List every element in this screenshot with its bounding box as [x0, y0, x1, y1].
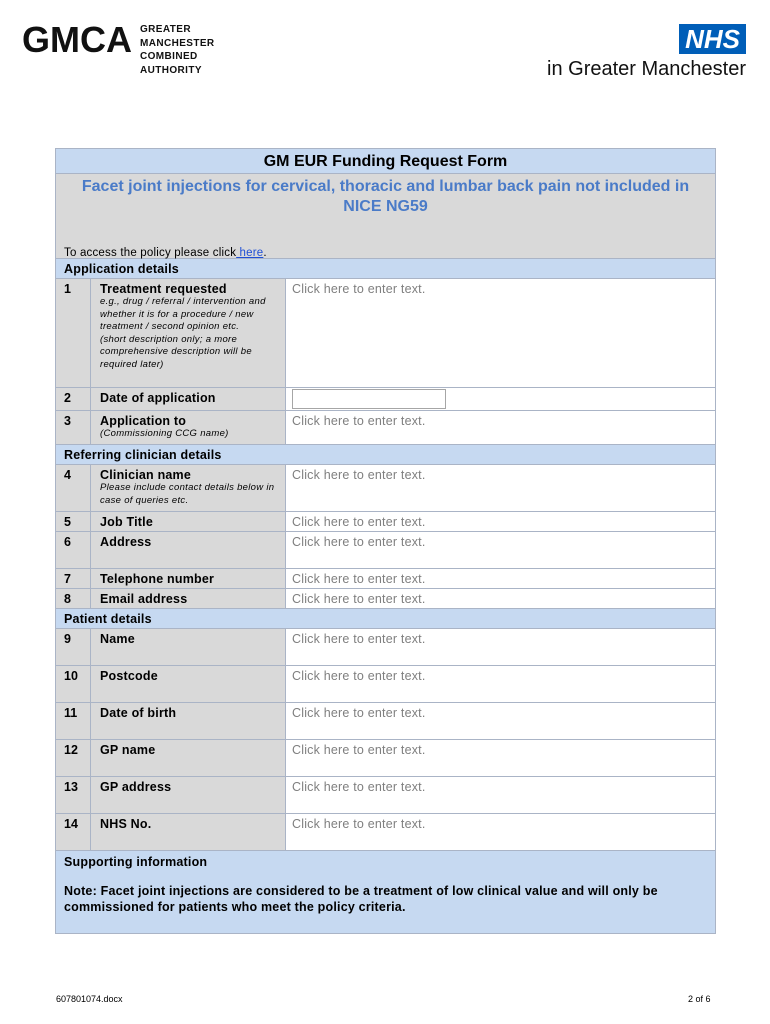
- row-label-cell: [91, 666, 286, 702]
- row-number: 10: [56, 666, 91, 702]
- form-subtitle: Facet joint injections for cervical, thoracic and lumbar back pain not included in NICE NG59: [81, 178, 690, 215]
- row-label: Postcode: [100, 669, 158, 683]
- gmca-logo-line: GREATER: [140, 24, 191, 35]
- form-row-nhs-number: [56, 814, 715, 851]
- row-label-cell: [91, 703, 286, 739]
- section-referring-clinician: Referring clinician details: [56, 445, 715, 465]
- supporting-information: [56, 851, 715, 933]
- row-label-cell: [91, 512, 286, 531]
- job-title-field[interactable]: Click here to enter text.: [286, 512, 715, 531]
- form-title: GM EUR Funding Request Form: [56, 149, 715, 174]
- row-label-cell: [91, 388, 286, 410]
- funding-request-form: [55, 148, 716, 934]
- patient-name-field[interactable]: Click here to enter text.: [286, 629, 715, 665]
- form-row-gp-address: [56, 777, 715, 814]
- form-row-clinician-name: [56, 465, 715, 512]
- form-row-job-title: [56, 512, 715, 532]
- policy-access-text: [64, 247, 267, 259]
- row-label: Address: [100, 535, 152, 549]
- form-row-application-to: [56, 411, 715, 445]
- section-patient-details: Patient details: [56, 609, 715, 629]
- row-number: 4: [56, 465, 91, 511]
- row-label-cell: [91, 279, 286, 387]
- footer-filename: 607801074.docx: [56, 994, 123, 1004]
- form-row-email-address: [56, 589, 715, 609]
- row-label-cell: [91, 465, 286, 511]
- row-label: Email address: [100, 592, 188, 606]
- section-supporting-information: Supporting information: [64, 855, 208, 869]
- row-number: 11: [56, 703, 91, 739]
- policy-note: Note: Facet joint injections are considered to be a treatment of low clinical value and will only be commissioned for patients who meet the policy criteria.: [64, 884, 658, 914]
- row-label: Telephone number: [100, 572, 215, 586]
- gp-address-field[interactable]: Click here to enter text.: [286, 777, 715, 813]
- row-number: 9: [56, 629, 91, 665]
- row-label-cell: [91, 777, 286, 813]
- form-row-date-of-application: [56, 388, 715, 411]
- row-label-cell: [91, 532, 286, 568]
- row-label: GP address: [100, 780, 172, 794]
- application-to-field[interactable]: Click here to enter text.: [286, 411, 715, 444]
- access-suffix: .: [263, 247, 267, 259]
- section-application-details: Application details: [56, 259, 715, 279]
- row-hint: Please include contact details below in case of queries etc.: [100, 482, 275, 506]
- row-label: Date of birth: [100, 706, 177, 720]
- gmca-logo-line: COMBINED: [140, 51, 198, 62]
- form-row-gp-name: [56, 740, 715, 777]
- form-row-address: [56, 532, 715, 569]
- row-number: 7: [56, 569, 91, 588]
- row-number: 3: [56, 411, 91, 444]
- row-label: NHS No.: [100, 817, 152, 831]
- form-row-date-of-birth: [56, 703, 715, 740]
- nhs-number-field[interactable]: Click here to enter text.: [286, 814, 715, 850]
- row-number: 5: [56, 512, 91, 531]
- row-number: 8: [56, 589, 91, 608]
- row-label-cell: [91, 740, 286, 776]
- gp-name-field[interactable]: Click here to enter text.: [286, 740, 715, 776]
- row-label: Treatment requested: [100, 282, 227, 296]
- row-label: Clinician name: [100, 468, 192, 482]
- row-label: GP name: [100, 743, 156, 757]
- row-label-cell: [91, 589, 286, 608]
- form-intro: [56, 174, 715, 259]
- form-row-treatment-requested: [56, 279, 715, 388]
- row-label: Name: [100, 632, 135, 646]
- email-address-field[interactable]: Click here to enter text.: [286, 589, 715, 608]
- form-row-telephone-number: [56, 569, 715, 589]
- row-number: 1: [56, 279, 91, 387]
- gmca-logo-text: [140, 23, 215, 77]
- row-label: Application to: [100, 414, 187, 428]
- row-label: Date of application: [100, 391, 216, 405]
- date-of-birth-field[interactable]: Click here to enter text.: [286, 703, 715, 739]
- row-number: 13: [56, 777, 91, 813]
- nhs-badge: NHS: [679, 24, 746, 54]
- telephone-number-field[interactable]: Click here to enter text.: [286, 569, 715, 588]
- nhs-region: in Greater Manchester: [547, 58, 746, 80]
- row-label: Job Title: [100, 515, 153, 529]
- gmca-logo: [22, 19, 215, 77]
- date-of-application-field[interactable]: [292, 389, 446, 409]
- address-field[interactable]: Click here to enter text.: [286, 532, 715, 568]
- row-label-cell: [91, 411, 286, 444]
- row-label-cell: [91, 814, 286, 850]
- row-number: 2: [56, 388, 91, 410]
- row-label-cell: [91, 629, 286, 665]
- footer-page-number: 2 of 6: [688, 994, 711, 1004]
- gmca-logo-line: AUTHORITY: [140, 64, 202, 76]
- row-hint: e.g., drug / referral / intervention and whether it is for a procedure / new treatment / second opinion etc. (short description only; a more comprehensive description will be required later): [100, 296, 266, 370]
- nhs-logo: [547, 24, 746, 81]
- row-number: 6: [56, 532, 91, 568]
- row-number: 14: [56, 814, 91, 850]
- treatment-requested-field[interactable]: Click here to enter text.: [286, 279, 715, 387]
- row-number: 12: [56, 740, 91, 776]
- clinician-name-field[interactable]: Click here to enter text.: [286, 465, 715, 511]
- postcode-field[interactable]: Click here to enter text.: [286, 666, 715, 702]
- gmca-logo-line: MANCHESTER: [140, 37, 215, 49]
- date-of-application-cell: [286, 388, 715, 410]
- form-row-patient-name: [56, 629, 715, 666]
- row-hint: (Commissioning CCG name): [100, 428, 229, 439]
- row-label-cell: [91, 569, 286, 588]
- form-row-postcode: [56, 666, 715, 703]
- access-prefix: To access the policy please click: [64, 247, 237, 259]
- policy-link[interactable]: here: [236, 247, 264, 259]
- gmca-logo-mark: GMCA: [22, 19, 132, 60]
